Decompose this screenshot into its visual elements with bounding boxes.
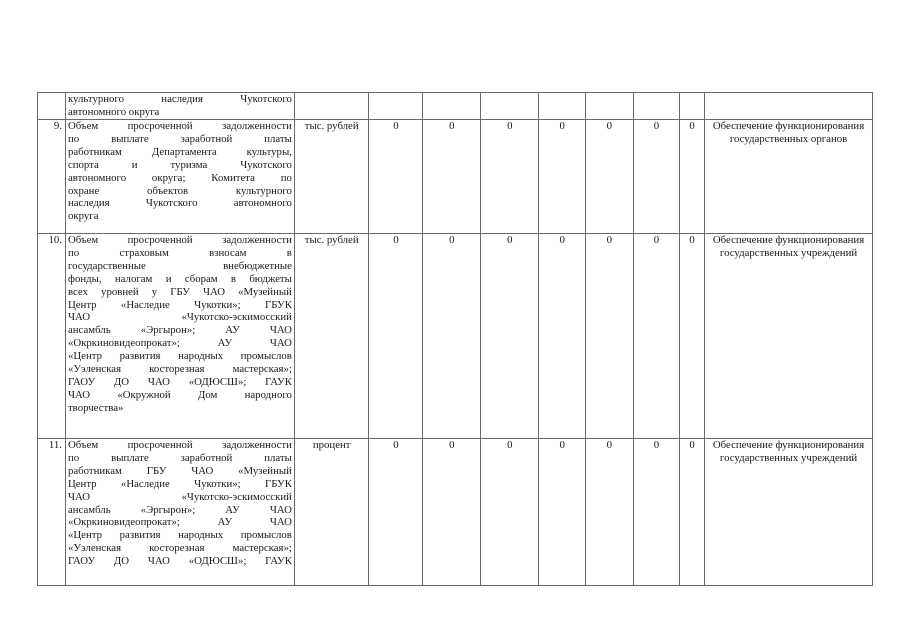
indicator-name-line: по страховым взносам в bbox=[67, 246, 292, 259]
indicator-name bbox=[65, 439, 294, 586]
value-cell: 0 bbox=[481, 120, 539, 234]
value-cell: 0 bbox=[481, 234, 539, 439]
indicator-name-line: работникам ГБУ ЧАО «Музейный bbox=[67, 464, 292, 477]
indicator-name-line: Центр «Наследие Чукотки»; ГБУК bbox=[67, 477, 292, 490]
indicator-name-line: ансамбль «Эргырон»; АУ ЧАО bbox=[67, 324, 292, 337]
value-cell: 0 bbox=[539, 234, 586, 439]
unit-cell: тыс. рублей bbox=[294, 234, 369, 439]
indicator-name-line: по выплате заработной платы bbox=[67, 451, 292, 464]
note-cell bbox=[705, 93, 873, 120]
note-cell: Обеспечение функционирования государственных учреждений bbox=[705, 439, 873, 586]
row-number: 9. bbox=[38, 120, 66, 234]
row-number bbox=[38, 93, 66, 120]
unit-cell bbox=[294, 93, 369, 120]
value-cell bbox=[680, 93, 705, 120]
unit-cell: процент bbox=[294, 439, 369, 586]
value-cell: 0 bbox=[633, 234, 680, 439]
indicator-name-line: ГАОУ ДО ЧАО «ОДЮСШ»; ГАУК bbox=[67, 555, 292, 568]
table-row bbox=[38, 234, 873, 439]
indicator-name-line: Объем просроченной задолженности bbox=[67, 120, 292, 132]
indicator-name-line: работникам Департамента культуры, bbox=[67, 145, 292, 158]
indicator-name-line: «Окркиновидеопрокат»; АУ ЧАО bbox=[67, 516, 292, 529]
value-cell bbox=[585, 93, 633, 120]
table-row bbox=[38, 93, 873, 120]
indicator-name bbox=[65, 120, 294, 234]
indicator-name-line: по выплате заработной платы bbox=[67, 132, 292, 145]
indicator-name-line: творчества» bbox=[67, 401, 124, 414]
table-body bbox=[38, 93, 873, 586]
value-cell: 0 bbox=[369, 439, 423, 586]
value-cell: 0 bbox=[423, 439, 481, 586]
indicator-name-line: охране объектов культурного bbox=[67, 184, 292, 197]
indicator-name-line: фонды, налогам и сборам в бюджеты bbox=[67, 272, 292, 285]
unit-cell: тыс. рублей bbox=[294, 120, 369, 234]
value-cell: 0 bbox=[539, 439, 586, 586]
value-cell: 0 bbox=[423, 120, 481, 234]
value-cell: 0 bbox=[585, 234, 633, 439]
value-cell bbox=[423, 93, 481, 120]
indicator-name bbox=[65, 93, 294, 120]
value-cell: 0 bbox=[369, 120, 423, 234]
note-cell: Обеспечение функционирования государственных органов bbox=[705, 120, 873, 234]
indicator-name-line: государственные внебюджетные bbox=[67, 259, 292, 272]
table-row bbox=[38, 120, 873, 234]
value-cell: 0 bbox=[585, 120, 633, 234]
value-cell bbox=[369, 93, 423, 120]
indicator-name-line: Объем просроченной задолженности bbox=[67, 234, 292, 246]
value-cell: 0 bbox=[423, 234, 481, 439]
value-cell: 0 bbox=[680, 439, 705, 586]
value-cell: 0 bbox=[680, 234, 705, 439]
row-number: 11. bbox=[38, 439, 66, 586]
indicator-name-line: спорта и туризма Чукотского bbox=[67, 158, 292, 171]
indicator-name-line: автономного округа; Комитета по bbox=[67, 171, 292, 184]
indicator-name-line: ЧАО «Чукотско-эскимосский bbox=[67, 490, 292, 503]
indicator-name-line: «Уэленская косторезная мастерская»; bbox=[67, 363, 292, 376]
indicator-name-line: «Окркиновидеопрокат»; АУ ЧАО bbox=[67, 337, 292, 350]
indicator-name bbox=[65, 234, 294, 439]
value-cell bbox=[633, 93, 680, 120]
indicator-name-line: Объем просроченной задолженности bbox=[67, 439, 292, 451]
indicators-table bbox=[37, 92, 873, 586]
indicator-name-line: Центр «Наследие Чукотки»; ГБУК bbox=[67, 298, 292, 311]
indicator-name-line: ЧАО «Чукотско-эскимосский bbox=[67, 311, 292, 324]
value-cell: 0 bbox=[633, 120, 680, 234]
row-number: 10. bbox=[38, 234, 66, 439]
table-row bbox=[38, 439, 873, 586]
indicator-name-line: культурного наследия Чукотского bbox=[67, 93, 292, 105]
indicator-name-line: «Центр развития народных промыслов bbox=[67, 350, 292, 363]
indicator-name-line: «Центр развития народных промыслов bbox=[67, 529, 292, 542]
value-cell: 0 bbox=[585, 439, 633, 586]
value-cell bbox=[481, 93, 539, 120]
value-cell: 0 bbox=[539, 120, 586, 234]
indicator-name-line: ЧАО «Окружной Дом народного bbox=[67, 388, 292, 401]
indicator-name-line: ГАОУ ДО ЧАО «ОДЮСШ»; ГАУК bbox=[67, 375, 292, 388]
indicator-name-line: всех уровней у ГБУ ЧАО «Музейный bbox=[67, 285, 292, 298]
indicator-name-line: автономного округа bbox=[67, 105, 160, 118]
indicator-name-line: наследия Чукотского автономного bbox=[67, 197, 292, 210]
note-cell: Обеспечение функционирования государственных учреждений bbox=[705, 234, 873, 439]
value-cell: 0 bbox=[633, 439, 680, 586]
value-cell bbox=[539, 93, 586, 120]
indicator-name-line: «Уэленская косторезная мастерская»; bbox=[67, 542, 292, 555]
value-cell: 0 bbox=[369, 234, 423, 439]
value-cell: 0 bbox=[680, 120, 705, 234]
value-cell: 0 bbox=[481, 439, 539, 586]
indicator-name-line: ансамбль «Эргырон»; АУ ЧАО bbox=[67, 503, 292, 516]
indicator-name-line: округа bbox=[67, 210, 99, 223]
